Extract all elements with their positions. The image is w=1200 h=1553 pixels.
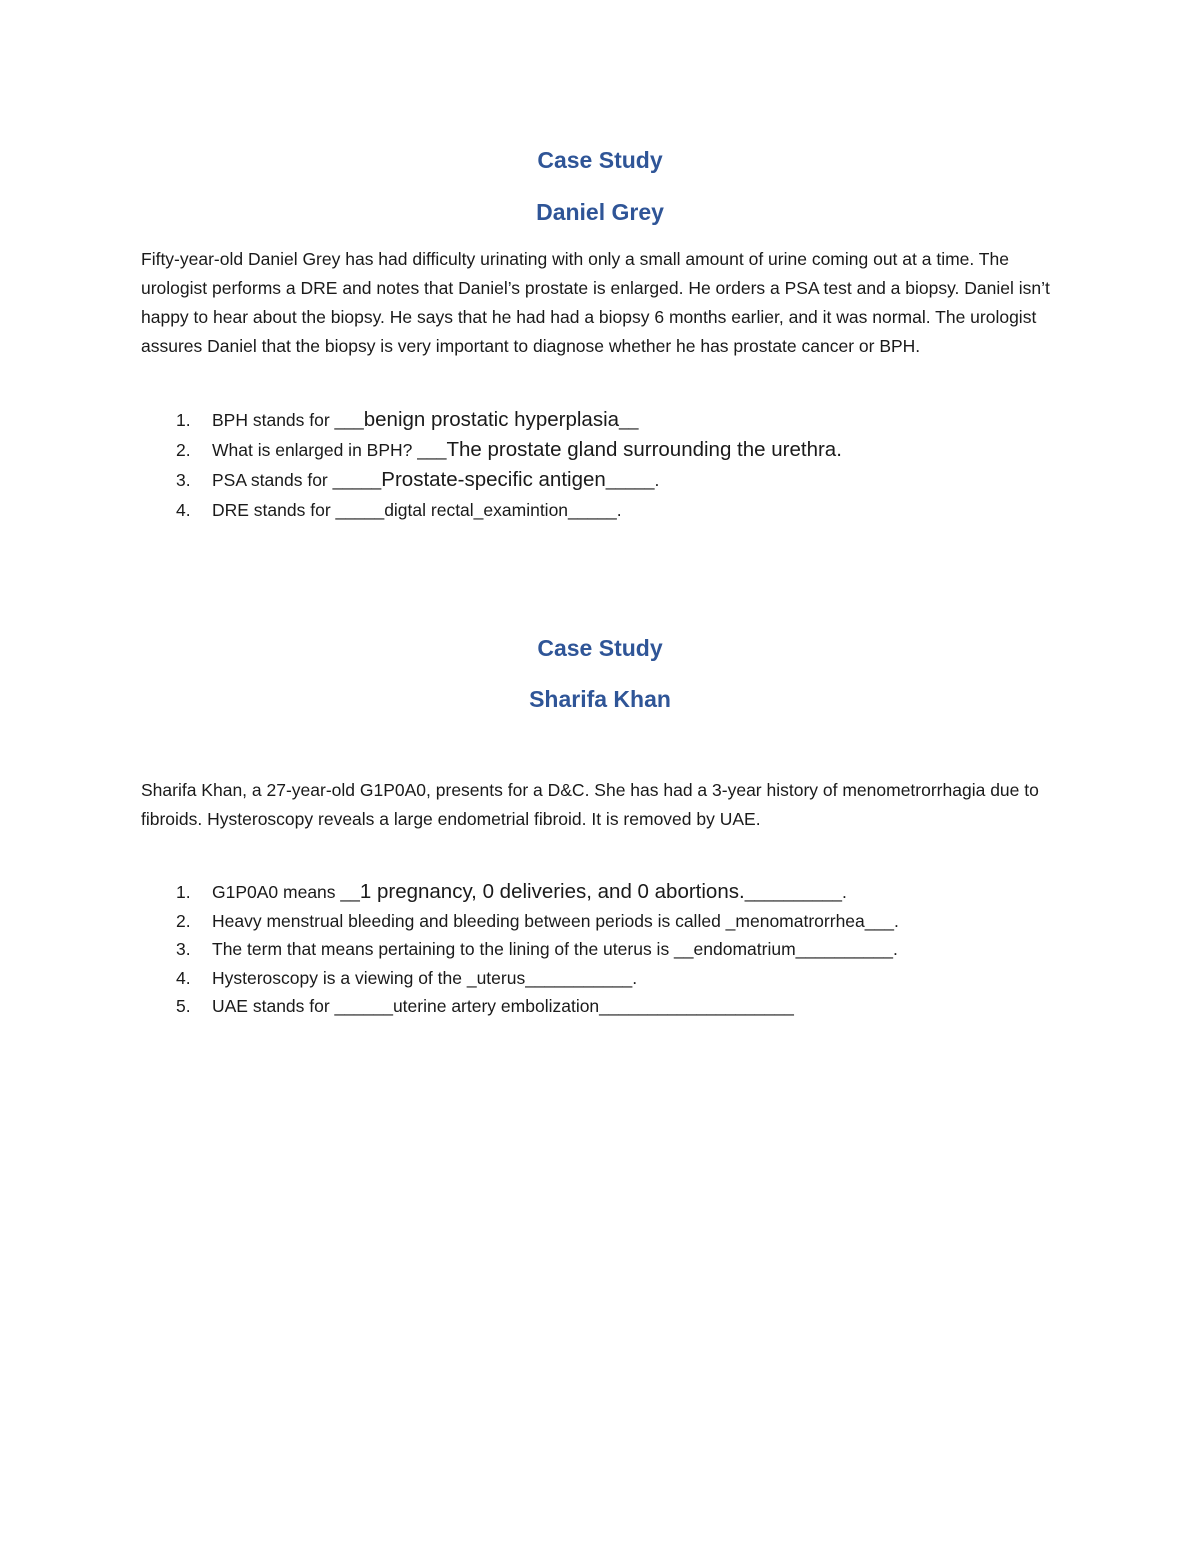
- case2-paragraph: Sharifa Khan, a 27-year-old G1P0A0, presents for a D&C. She has had a 3-year history of menometrorrhagia due to fibroids. Hysteroscopy reveals a large endometrial fibroid. It is removed by UAE.: [141, 780, 1039, 829]
- case1-title: Case Study: [537, 147, 663, 173]
- case2-question-list: [141, 878, 1071, 1021]
- case2-question-4: [141, 964, 1071, 993]
- answer-text: menomatrorrhea: [735, 910, 865, 931]
- question-text: BPH stands for ___: [212, 410, 364, 430]
- case1-question-1: [141, 405, 1071, 435]
- answer-text: digtal rectal_examintion: [384, 500, 569, 520]
- case2-title: Case Study: [537, 635, 663, 661]
- answer-suffix: _____.: [568, 500, 622, 520]
- question-text: PSA stands for _____: [212, 470, 382, 490]
- case2-question-3: [141, 935, 1071, 964]
- question-number: 5.: [176, 996, 191, 1016]
- answer-suffix: __________.: [744, 882, 847, 902]
- question-text: Hysteroscopy is a viewing of the _: [212, 967, 477, 988]
- case2-patient-name: Sharifa Khan: [529, 686, 671, 712]
- case1-question-4: [141, 495, 1071, 525]
- case1-paragraph: Fifty-year-old Daniel Grey has had difficulty urinating with only a small amount of urine coming out at a time. The urologist performs a DRE and notes that Daniel’s prostate is enlarged. He orders a PSA test and a biopsy. Daniel isn’t happy to hear about the biopsy. He says that he had had a biopsy 6 months earlier, and it was normal. The urologist assures Daniel that the biopsy is very important to diagnose whether he has prostate cancer or BPH.: [141, 249, 1050, 356]
- answer-suffix: _____.: [605, 470, 660, 490]
- case1-patient-name: Daniel Grey: [536, 199, 664, 225]
- case2-question-5: [141, 992, 1071, 1021]
- question-text: The term that means pertaining to the lining of the uterus is __: [212, 939, 694, 959]
- answer-suffix: ____________________: [599, 996, 794, 1016]
- answer-text: benign prostatic hyperplasia: [363, 408, 620, 431]
- question-number: 1.: [176, 410, 191, 430]
- answer-text: uterine artery embolization: [392, 996, 600, 1016]
- answer-text: endomatrium: [693, 939, 796, 959]
- case1-question-3: [141, 465, 1071, 495]
- case1-question-list: [141, 405, 1071, 525]
- answer-suffix: ___.: [864, 910, 899, 931]
- answer-text: Prostate-specific antigen: [381, 468, 606, 491]
- case2-question-1: [141, 878, 1071, 907]
- question-number: 4.: [176, 500, 191, 520]
- case2-question-2: [141, 907, 1071, 936]
- question-text: What is enlarged in BPH? ___: [212, 440, 447, 460]
- question-text: DRE stands for _____: [212, 500, 385, 520]
- case1-question-2: [141, 435, 1071, 465]
- question-text: G1P0A0 means __: [212, 882, 360, 902]
- answer-suffix: __________.: [795, 939, 898, 959]
- question-text: UAE stands for ______: [212, 996, 393, 1016]
- question-number: 2.: [176, 440, 191, 460]
- answer-text: The prostate gland surrounding the urethra.: [446, 438, 842, 461]
- answer-text: 1 pregnancy, 0 deliveries, and 0 abortions.: [359, 880, 745, 903]
- question-number: 1.: [176, 882, 191, 902]
- answer-suffix: ___________.: [525, 967, 638, 988]
- question-number: 3.: [176, 470, 191, 490]
- question-number: 2.: [176, 910, 191, 931]
- question-number: 3.: [176, 939, 191, 959]
- answer-text: uterus: [476, 967, 526, 988]
- question-number: 4.: [176, 967, 191, 988]
- question-text: Heavy menstrual bleeding and bleeding between periods is called _: [212, 910, 736, 931]
- answer-suffix: __: [619, 410, 639, 430]
